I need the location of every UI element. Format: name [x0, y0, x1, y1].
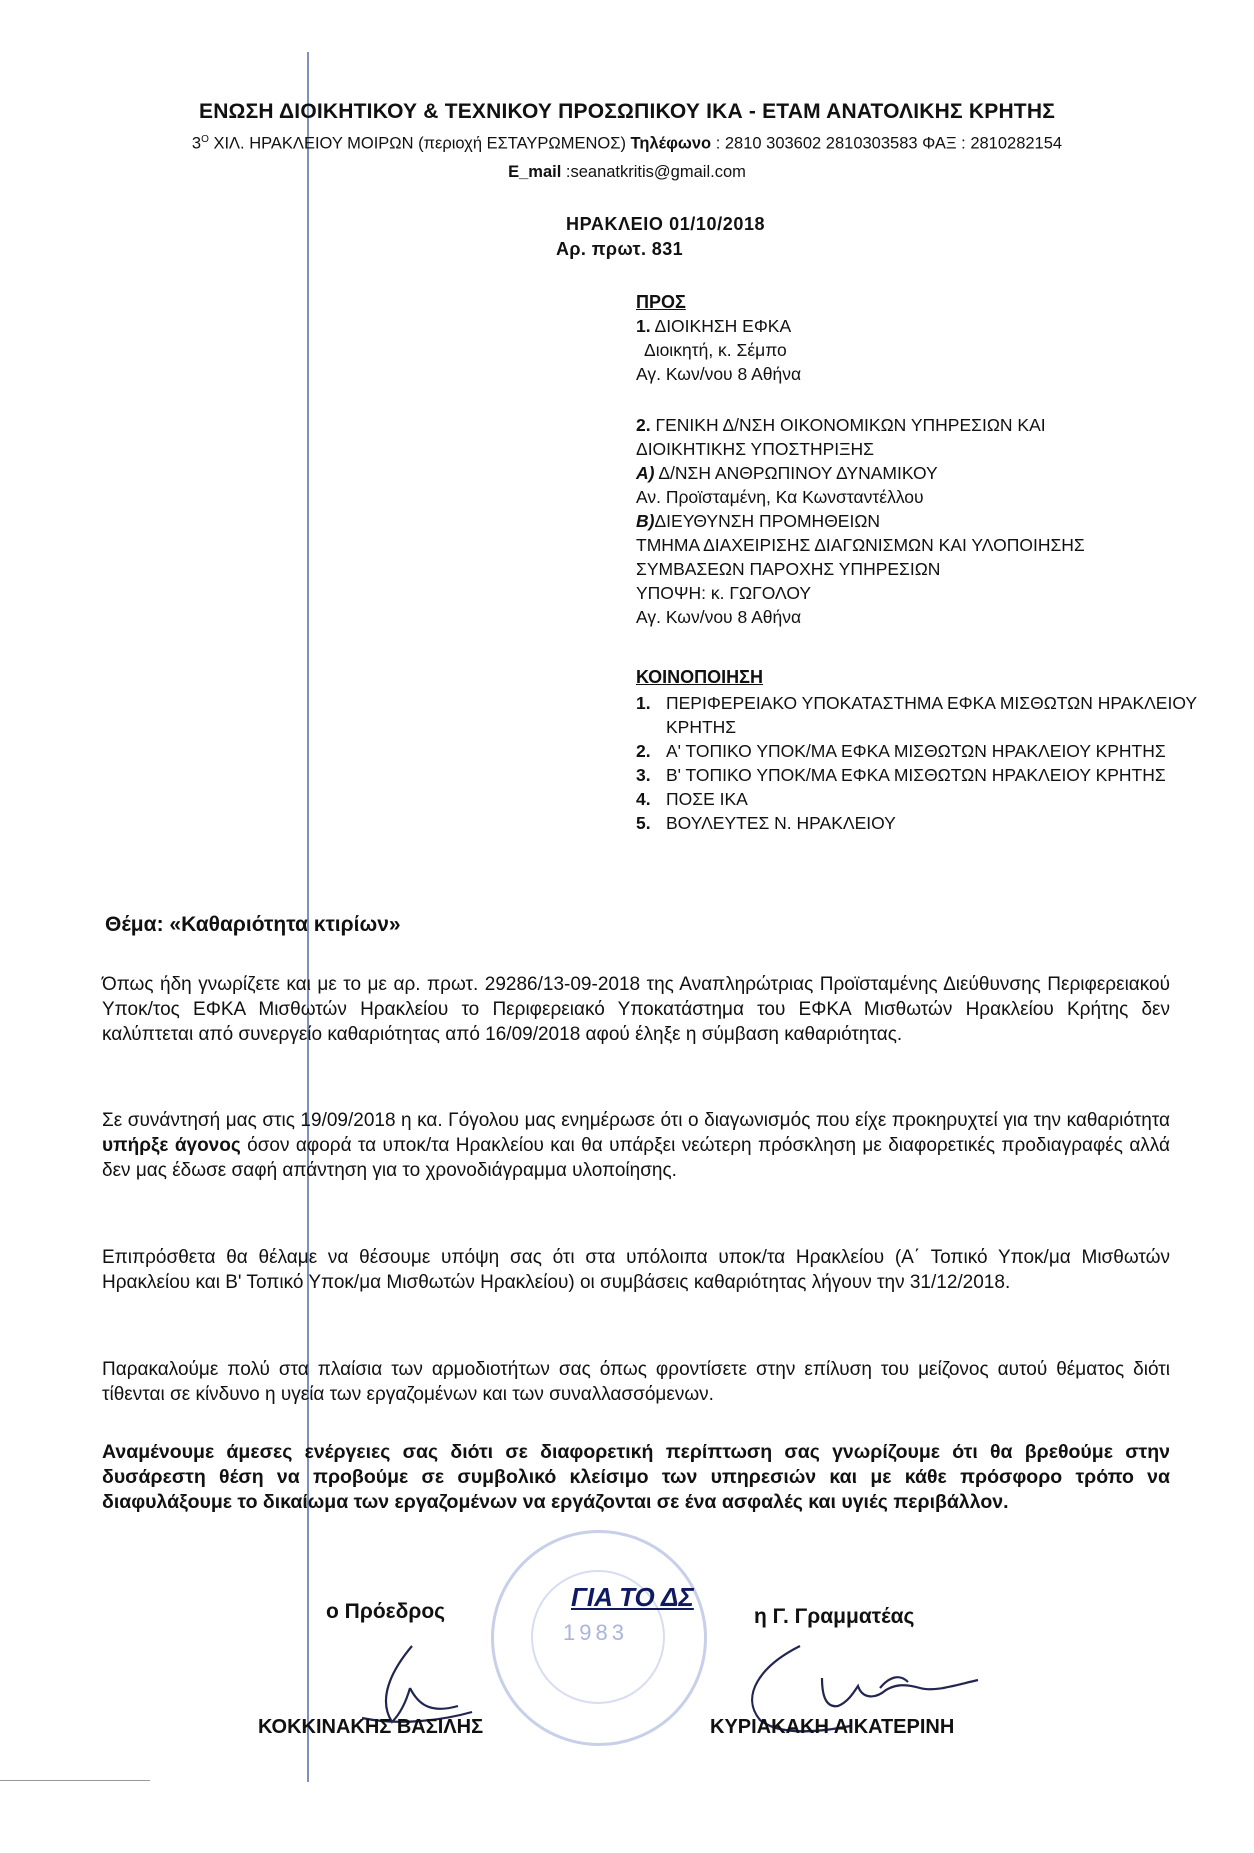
recipient-2b: [636, 509, 1085, 533]
cc-item: [636, 811, 1226, 835]
recipient-2: [636, 413, 1085, 437]
cc-item: [636, 691, 1226, 739]
cc-item: [636, 787, 1226, 811]
cc-block: [636, 665, 1226, 835]
recipient-1-number: 1.: [636, 316, 651, 336]
president-label: ο Πρόεδρος: [326, 1600, 446, 1623]
cc-item-text: ΠΟΣΕ ΙΚΑ: [666, 789, 748, 809]
recipients-heading: ΠΡΟΣ: [636, 292, 686, 312]
scan-edge-line: [0, 1780, 150, 1781]
secretary-label: η Γ. Γραμματέας: [754, 1605, 915, 1628]
recipient-2-line2: ΔΙΟΙΚΗΤΙΚΗΣ ΥΠΟΣΤΗΡΙΞΗΣ: [636, 439, 874, 459]
cc-item-text: ΒΟΥΛΕΥΤΕΣ Ν. ΗΡΑΚΛΕΙΟΥ: [666, 813, 896, 833]
body-paragraph-2-end: όσον αφορά τα υποκ/τα Ηρακλείου και θα υπάρξει νεώτερη πρόσκληση με διαφορετικές προδιαγραφές αλλά δεν μας έδωσε σαφή απάντηση για το χρονοδιάγραμμα υλοποίησης.: [102, 1135, 1170, 1181]
cc-item: [636, 739, 1226, 763]
recipient-2a: [636, 461, 1085, 485]
recipient-1-line3: Αγ. Κων/νου 8 Αθήνα: [636, 364, 802, 384]
body-paragraph-4: Παρακαλούμε πολύ στα πλαίσια των αρμοδιοτήτων σας όπως φροντίσετε στην επίλυση του μείζονος αυτού θέματος διότι τίθενται σε κίνδυνο η υγεία των εργαζομένων και των συναλλασσόμενων.: [102, 1359, 1170, 1405]
recipient-2a-text: Δ/ΝΣΗ ΑΝΘΡΩΠΙΝΟΥ ΔΥΝΑΜΙΚΟΥ: [654, 463, 938, 483]
address-floor-sup: Ο: [201, 134, 209, 145]
recipient-2b-line4: ΥΠΟΨΗ: κ. ΓΩΓΟΛΟΥ: [636, 583, 812, 603]
president-name: ΚΟΚΚΙΝΑΚΗΣ ΒΑΣΙΛΗΣ: [258, 1716, 484, 1738]
email-value: :seanatkritis@gmail.com: [561, 163, 746, 181]
cc-item: [636, 763, 1226, 787]
address-floor-number: 3: [191, 134, 202, 153]
recipient-2b-line2: ΤΜΗΜΑ ΔΙΑΧΕΙΡΙΣΗΣ ΔΙΑΓΩΝΙΣΜΩΝ ΚΑΙ ΥΛΟΠΟΙΗΣΗΣ: [636, 535, 1085, 555]
stamp-year: 1983: [563, 1620, 628, 1645]
protocol-number: Αρ. πρωτ. 831: [556, 239, 684, 259]
body-paragraph-2: [102, 1108, 1170, 1183]
recipient-2b-label: Β): [636, 511, 655, 531]
recipient-2-number: 2.: [636, 415, 651, 435]
cc-item-number: 5.: [636, 813, 651, 833]
organization-title: ΕΝΩΣΗ ΔΙΟΙΚΗΤΙΚΟΥ & ΤΕΧΝΙΚΟΥ ΠΡΟΣΩΠΙΚΟΥ ΙΚΑ - ΕΤΑΜ ΑΝΑΤΟΛΙΚΗΣ ΚΡΗΤΗΣ: [198, 100, 1056, 123]
phone-label: Τηλέφωνο: [630, 134, 712, 153]
recipient-2b-line3: ΣΥΜΒΑΣΕΩΝ ΠΑΡΟΧΗΣ ΥΠΗΡΕΣΙΩΝ: [636, 559, 941, 579]
stamp-handwritten-note: ΓΙΑ ΤΟ ΔΣ: [571, 1582, 694, 1612]
recipient-2b-line5: Αγ. Κων/νου 8 Αθήνα: [636, 607, 802, 627]
body-paragraph-3: Επιπρόσθετα θα θέλαμε να θέσουμε υπόψη σας ότι στα υπόλοιπα υποκ/τα Ηρακλείου (Α΄ Τοπικό Υποκ/μα Μισθωτών Ηρακλείου και Β' Τοπικό Υποκ/μα Μισθωτών Ηρακλείου) οι συμβάσεις καθαριότητας λήγουν την 31/12/2018.: [102, 1247, 1170, 1293]
email-label: E_mail: [508, 163, 562, 181]
body-paragraph-1: Όπως ήδη γνωρίζετε και με το με αρ. πρωτ. 29286/13-09-2018 της Αναπληρώτριας Προϊσταμένης Διεύθυνσης Περιφερειακού Υποκ/τος ΕΦΚΑ Μισθωτών Ηρακλείου το Περιφερειακό Υποκατάστημα του ΕΦΚΑ Μισθωτών Ηρακλείου Κρήτης δεν καλύπτεται από συνεργείο καθαριότητας από 16/09/2018 αφού έληξε η σύμβαση καθαριότητας.: [102, 974, 1170, 1045]
cc-item-text: ΠΕΡΙΦΕΡΕΙΑΚΟ ΥΠΟΚΑΤΑΣΤΗΜΑ ΕΦΚΑ ΜΙΣΘΩΤΩΝ ΗΡΑΚΛΕΙΟΥ ΚΡΗΤΗΣ: [666, 693, 1197, 737]
cc-item-number: 3.: [636, 765, 651, 785]
recipients-block: [636, 290, 801, 386]
recipient-2a-label: Α): [636, 463, 655, 483]
recipient-2-line1: ΓΕΝΙΚΗ Δ/ΝΣΗ ΟΙΚΟΝΟΜΙΚΩΝ ΥΠΗΡΕΣΙΩΝ ΚΑΙ: [650, 415, 1046, 435]
recipient-2b-text: ΔΙΕΥΘΥΝΣΗ ΠΡΟΜΗΘΕΙΩΝ: [654, 511, 881, 531]
phone-values: : 2810 303602 2810303583 ΦΑΞ : 2810282154: [711, 134, 1063, 153]
body-paragraph-2-start: Σε συνάντησή μας στις 19/09/2018 η κα. Γόγολου μας ενημέρωσε ότι ο διαγωνισμός που είχε προκηρυχτεί για την καθαριότητα: [102, 1110, 1170, 1131]
recipient-2-block: [636, 413, 1085, 629]
secretary-name: ΚΥΡΙΑΚΑΚΗ ΑΙΚΑΤΕΡΙΝΗ: [710, 1716, 955, 1738]
subject-line: Θέμα: «Καθαριότητα κτιρίων»: [105, 913, 401, 936]
document-date: ΗΡΑΚΛΕΙΟ 01/10/2018: [566, 214, 766, 234]
cc-item-text: Α' ΤΟΠΙΚΟ ΥΠΟΚ/ΜΑ ΕΦΚΑ ΜΙΣΘΩΤΩΝ ΗΡΑΚΛΕΙΟΥ ΚΡΗΤΗΣ: [666, 741, 1166, 761]
recipient-1: [636, 314, 801, 338]
recipient-2a-line2: Αν. Προϊσταμένη, Κα Κωνσταντέλλου: [636, 487, 924, 507]
recipient-1-line2: Διοικητή, κ. Σέμπο: [644, 340, 787, 360]
organization-address: [0, 134, 1254, 154]
cc-item-text: Β' ΤΟΠΙΚΟ ΥΠΟΚ/ΜΑ ΕΦΚΑ ΜΙΣΘΩΤΩΝ ΗΡΑΚΛΕΙΟΥ ΚΡΗΤΗΣ: [666, 765, 1166, 785]
cc-item-number: 4.: [636, 789, 651, 809]
body-paragraph-5: Αναμένουμε άμεσες ενέργειες σας διότι σε διαφορετική περίπτωση σας γνωρίζουμε ότι θα βρεθούμε στην δυσάρεστη θέση να προβούμε σε συμβολικό κλείσιμο των υπηρεσιών και με κάθε πρόσφορο τρόπο να διαφυλάξουμε το δικαίωμα των εργαζομένων να εργάζονται σε ένα ασφαλές και υγιές περιβάλλον.: [102, 1441, 1170, 1513]
cc-heading: ΚΟΙΝΟΠΟΙΗΣΗ: [636, 667, 763, 687]
organization-email: [0, 163, 1254, 182]
address-street: ΧΙΛ. ΗΡΑΚΛΕΙΟΥ ΜΟΙΡΩΝ (περιοχή ΕΣΤΑΥΡΩΜΕΝΟΣ): [208, 134, 631, 153]
recipient-1-title: ΔΙΟΙΚΗΣΗ ΕΦΚΑ: [650, 316, 792, 336]
body-paragraph-2-emphasis: υπήρξε άγονος: [102, 1135, 241, 1156]
cc-list: [636, 691, 1226, 835]
cc-item-number: 2.: [636, 741, 651, 761]
cc-item-number: 1.: [636, 693, 651, 713]
